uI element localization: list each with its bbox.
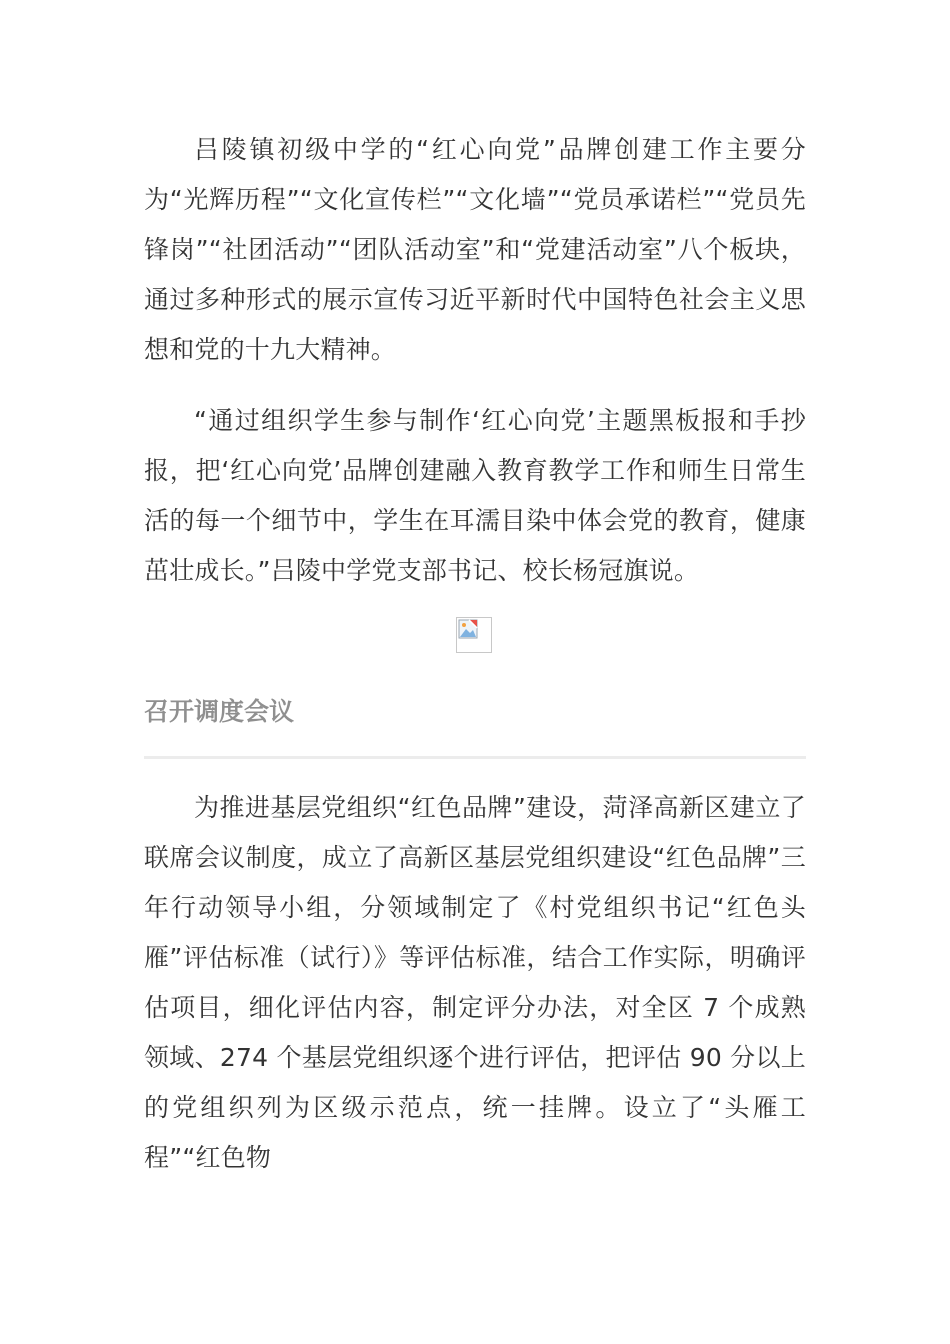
- paragraph-principal-quote: “通过组织学生参与制作‘红心向党’主题黑板报和手抄报，把‘红心向党’品牌创建融入教育教学工作和师生日常生活的每一个细节中，学生在耳濡目染中体会党的教育，健康茁壮成长。”吕陵中学党支部书记、校长杨冠旗说。: [144, 406, 806, 585]
- section-heading: 召开调度会议: [144, 697, 295, 726]
- section-divider: [144, 756, 806, 759]
- broken-image-icon: [458, 619, 478, 639]
- broken-image-placeholder: [456, 617, 492, 653]
- paragraph-red-brand-construction: 为推进基层党组织“红色品牌”建设，菏泽高新区建立了联席会议制度，成立了高新区基层党组织建设“红色品牌”三年行动领导小组，分领域制定了《村党组织书记“红色头雁”评估标准（试行）》等评估标准，结合工作实际，明确评估项目，细化评估内容，制定评分办法，对全区 7 个成熟领域、274 个基层党组织逐个进行评估，把评估 90 分以上的党组织列为区级示范点，统一挂牌。设立了“头雁工程”“红色物: [144, 793, 806, 1172]
- paragraph-brand-overview: 吕陵镇初级中学的“红心向党”品牌创建工作主要分为“光辉历程”“文化宣传栏”“文化墙”“党员承诺栏”“党员先锋岗”“社团活动”“团队活动室”和“党建活动室”八个板块，通过多种形式的展示宣传习近平新时代中国特色社会主义思想和党的十九大精神。: [144, 135, 806, 364]
